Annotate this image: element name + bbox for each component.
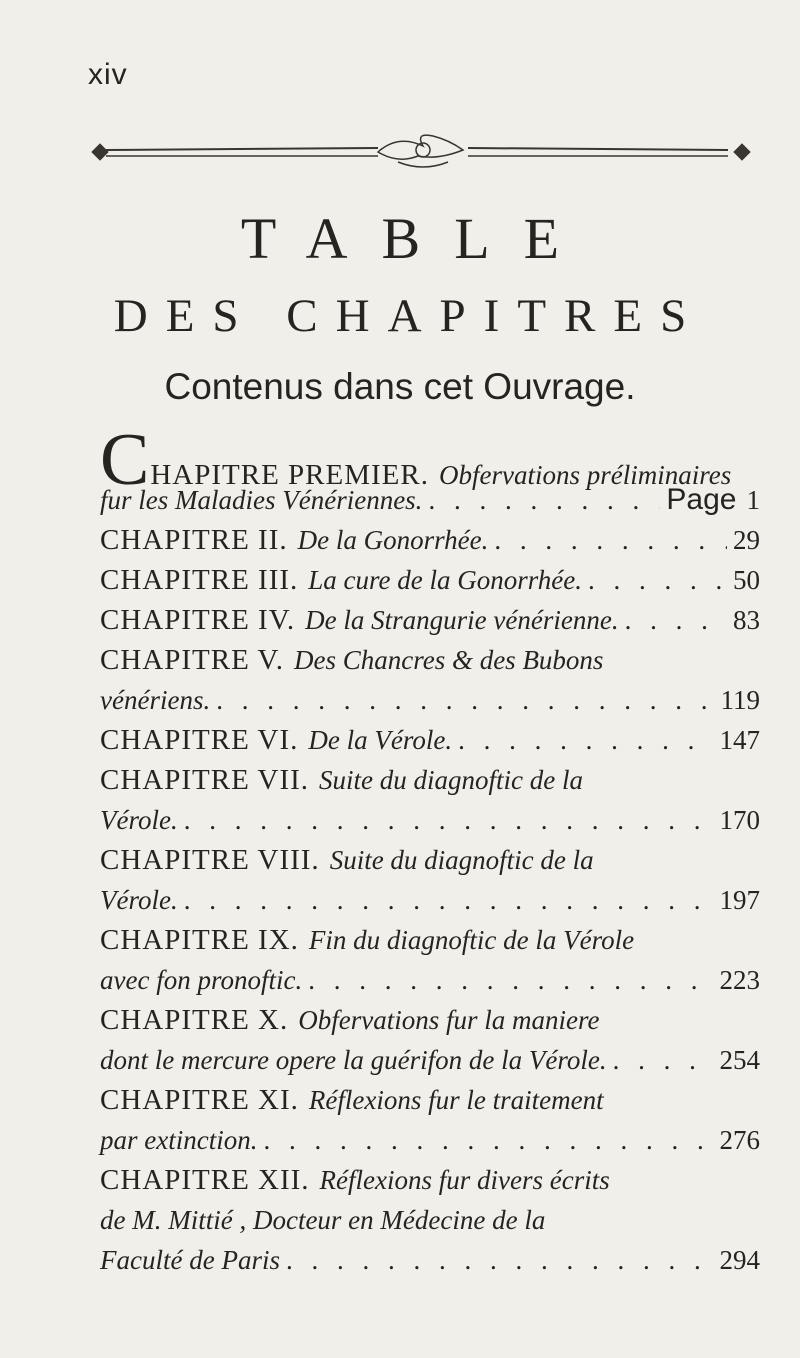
dot-leader (184, 800, 714, 840)
chapter-title: Vérole. (100, 885, 178, 915)
toc-entry (100, 640, 760, 720)
chapter-title: avec fon pronoftic. (100, 965, 303, 995)
title-des-chapitres: DES CHAPITRES (113, 290, 705, 342)
subtitle: Contenus dans cet Ouvrage. (164, 366, 636, 407)
toc-line (100, 800, 760, 840)
ornament-rule-icon (88, 132, 752, 174)
toc-line (100, 520, 760, 560)
chapter-title: de M. Mittié , Docteur en Médecine de la (100, 1205, 546, 1235)
chapter-label: CHAPITRE VIII. (100, 844, 320, 876)
chapter-title: Suite du diagnoftic de la (329, 845, 594, 875)
toc-entry (100, 920, 760, 1000)
chapter-label: CHAPITRE IX. (100, 924, 299, 956)
toc-line (100, 960, 760, 1000)
page-reference: 276 (719, 1125, 760, 1155)
toc-entry (100, 1080, 760, 1160)
page-reference: 1 (746, 485, 760, 515)
chapter-label: CHAPITRE VII. (100, 764, 310, 796)
chapter-label: CHAPITRE X. (100, 1004, 289, 1036)
toc-entry (100, 760, 760, 840)
page-reference: 254 (719, 1045, 760, 1075)
chapter-title: Des Chancres & des Bubons (293, 645, 604, 675)
chapter-label: CHAPITRE III. (100, 564, 299, 596)
toc-line (100, 600, 760, 640)
table-of-contents (100, 419, 760, 1280)
toc-entry (100, 1000, 760, 1080)
toc-line (100, 880, 760, 920)
chapter-title: Vérole. (100, 805, 178, 835)
chapter-title: De la Strangurie vénérienne. (305, 605, 619, 635)
toc-line (100, 1240, 760, 1280)
toc-line (100, 560, 760, 600)
chapter-label: CHAPITRE IV. (100, 604, 296, 636)
toc-line (100, 640, 760, 680)
toc-entry (100, 419, 760, 520)
page-reference: 119 (720, 685, 760, 715)
toc-entry (100, 720, 760, 760)
chapter-title: De la Gonorrhée. (297, 525, 489, 555)
dot-leader (625, 600, 727, 640)
page-reference: 294 (719, 1245, 760, 1275)
toc-line (100, 720, 760, 760)
toc-line (100, 1000, 760, 1040)
toc-entry (100, 520, 760, 560)
toc-line (100, 840, 760, 880)
dot-leader (263, 1120, 713, 1160)
chapter-title: Réflexions fur le traitement (308, 1085, 604, 1115)
dot-leader (494, 520, 727, 560)
chapter-title: Obfervations fur la maniere (298, 1005, 600, 1035)
page-reference: 170 (719, 805, 760, 835)
page-reference: 29 (733, 525, 760, 555)
page-reference: 223 (719, 965, 760, 995)
dot-leader (286, 1240, 714, 1280)
chapter-title: Fin du diagnoftic de la Vérole (308, 925, 635, 955)
chapter-label: CHAPITRE XI. (100, 1084, 299, 1116)
toc-line (100, 1040, 760, 1080)
chapter-label: CHAPITRE V. (100, 644, 284, 676)
dot-leader (613, 1040, 714, 1080)
chapter-title: dont le mercure opere la guérifon de la Vérole. (100, 1045, 607, 1075)
chapter-title: Suite du diagnoftic de la (319, 765, 583, 795)
toc-line (100, 760, 760, 800)
chapter-title: Obfervations préliminaires (439, 460, 732, 490)
dot-leader (308, 960, 713, 1000)
dot-leader (216, 680, 714, 720)
dot-leader (428, 480, 660, 520)
chapter-title: Faculté de Paris (100, 1245, 280, 1275)
toc-line (100, 920, 760, 960)
chapter-title: La cure de la Gonorrhée. (308, 565, 582, 595)
chapter-title: Réflexions fur divers écrits (319, 1165, 610, 1195)
page-number: xiv (88, 58, 128, 91)
chapter-label: CHAPITRE XII. (100, 1164, 310, 1196)
chapter-label: CHAPITRE VI. (100, 724, 299, 756)
chapter-label: CHAPITRE II. (100, 524, 288, 556)
toc-line (100, 1120, 760, 1160)
toc-line (100, 1160, 760, 1200)
dot-leader (588, 560, 727, 600)
toc-line (100, 680, 760, 720)
toc-entry (100, 840, 760, 920)
toc-line (100, 1200, 760, 1240)
dot-leader (184, 880, 714, 920)
chapter-title: par extinction. (100, 1125, 258, 1155)
chapter-title: fur les Maladies Vénériennes. (100, 485, 423, 515)
toc-entry (100, 560, 760, 600)
page-reference: 197 (719, 885, 760, 915)
chapter-label: CHAPITRE PREMIER. (100, 419, 429, 501)
page-reference: 147 (719, 725, 760, 755)
page-reference: 83 (733, 605, 760, 635)
dot-leader (458, 720, 713, 760)
title-table: TABLE (240, 206, 594, 271)
chapter-title: De la Vérole. (308, 725, 453, 755)
toc-entry (100, 1160, 760, 1280)
toc-entry (100, 600, 760, 640)
chapter-title: vénériens. (100, 685, 211, 715)
toc-line (100, 1080, 760, 1120)
page-word: Page (666, 483, 737, 516)
page-reference: 50 (733, 565, 760, 595)
